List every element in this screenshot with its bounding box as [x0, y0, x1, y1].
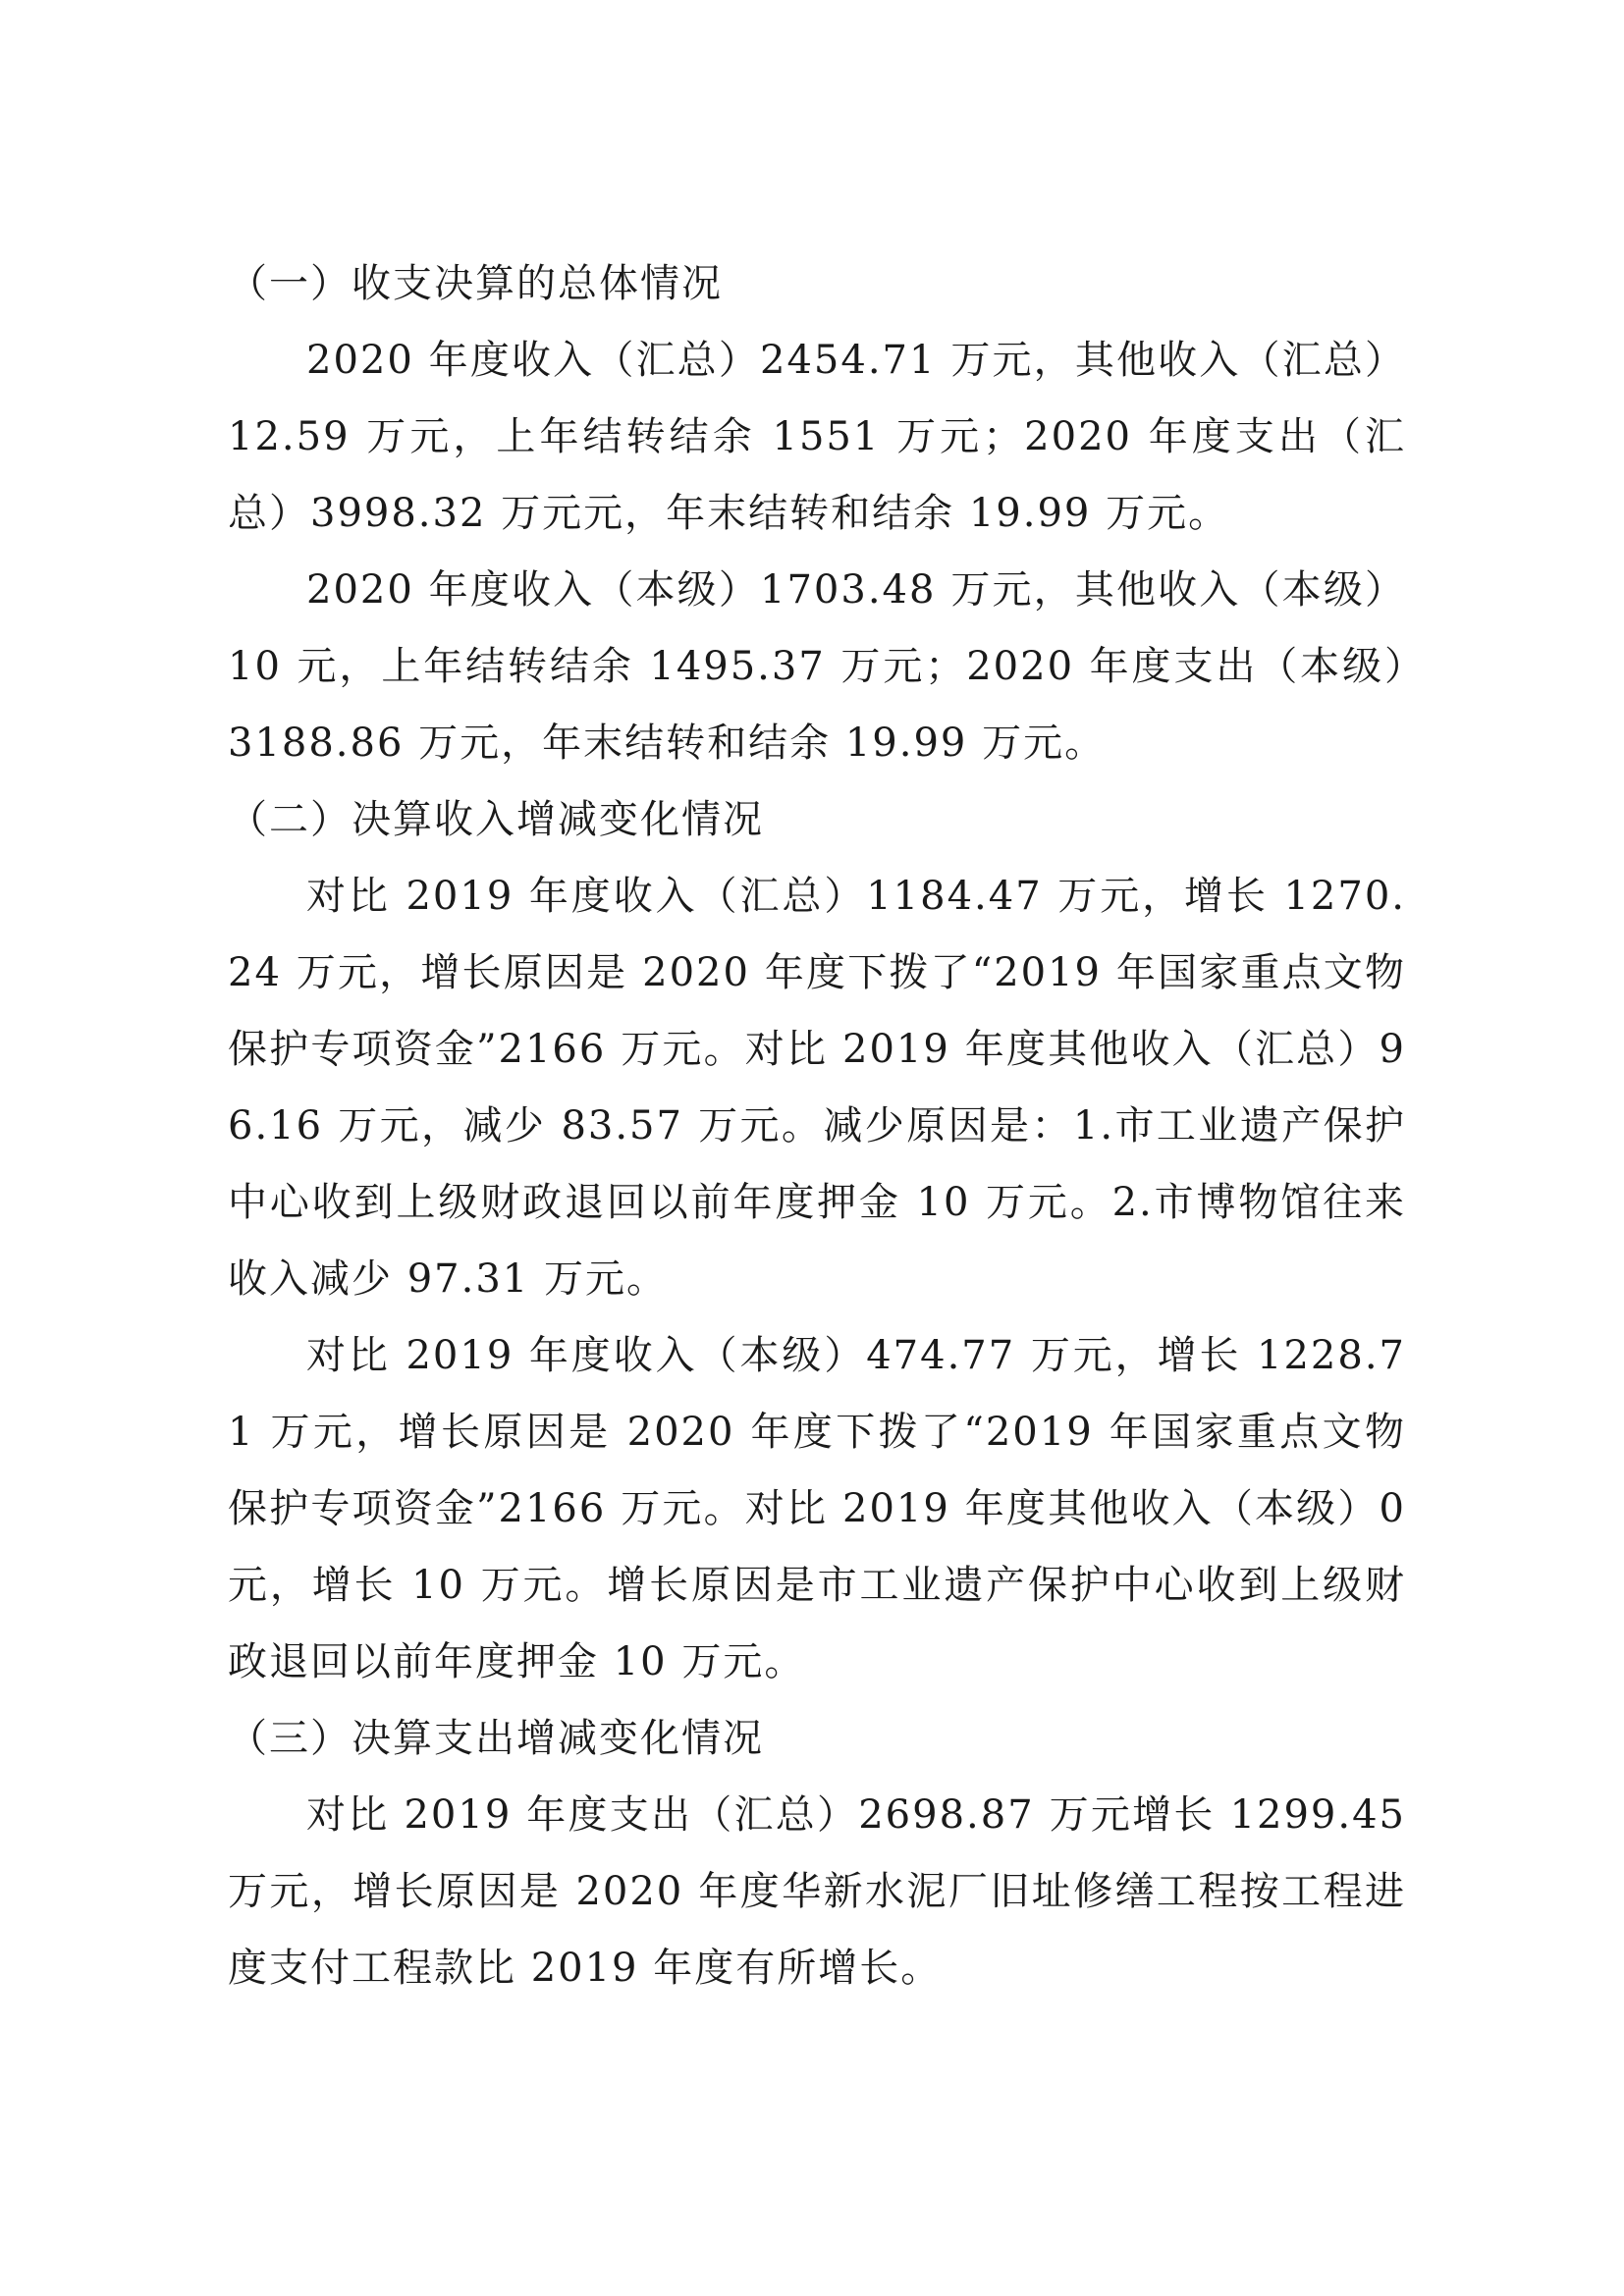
section-heading-income-change: （二）决算收入增减变化情况 [228, 797, 764, 842]
section-heading-expense-change: （三）决算支出增减变化情况 [228, 1716, 764, 1761]
paragraph-expense-change-total: 对比 2019 年度支出（汇总）2698.87 万元增长 1299.45 万元，增长原因是 2020 年度华新水泥厂旧址修缮工程按工程进度支付工程款比 2019 年度有所增长。 [228, 1792, 1406, 1991]
paragraph-self-level-summary: 2020 年度收入（本级）1703.48 万元，其他收入（本级）10 元，上年结转结余 1495.37 万元；2020 年度支出（本级）3188.86 万元，年末结转和结余 19.99 万元。 [228, 567, 1406, 766]
document-body [228, 245, 1406, 2006]
section-heading-overall: （一）收支决算的总体情况 [228, 261, 723, 306]
paragraph-income-change-total: 对比 2019 年度收入（汇总）1184.47 万元，增长 1270.24 万元，增长原因是 2020 年度下拨了“2019 年国家重点文物保护专项资金”2166 万元。对比 2019 年度其他收入（汇总）96.16 万元，减少 83.57 万元。减少原因是：1.市工业遗产保护中心收到上级财政退回以前年度押金 10 万元。2.市博物馆往来收入减少 97.31 万元。 [228, 874, 1406, 1302]
paragraph-total-summary: 2020 年度收入（汇总）2454.71 万元，其他收入（汇总）12.59 万元，上年结转结余 1551 万元；2020 年度支出（汇总）3998.32 万元元，年末结转和结余 19.99 万元。 [228, 338, 1406, 536]
paragraph-income-change-self: 对比 2019 年度收入（本级）474.77 万元，增长 1228.71 万元，增长原因是 2020 年度下拨了“2019 年国家重点文物保护专项资金”2166 万元。对比 2019 年度其他收入（本级）0 元，增长 10 万元。增长原因是市工业遗产保护中心收到上级财政退回以前年度押金 10 万元。 [228, 1333, 1406, 1684]
